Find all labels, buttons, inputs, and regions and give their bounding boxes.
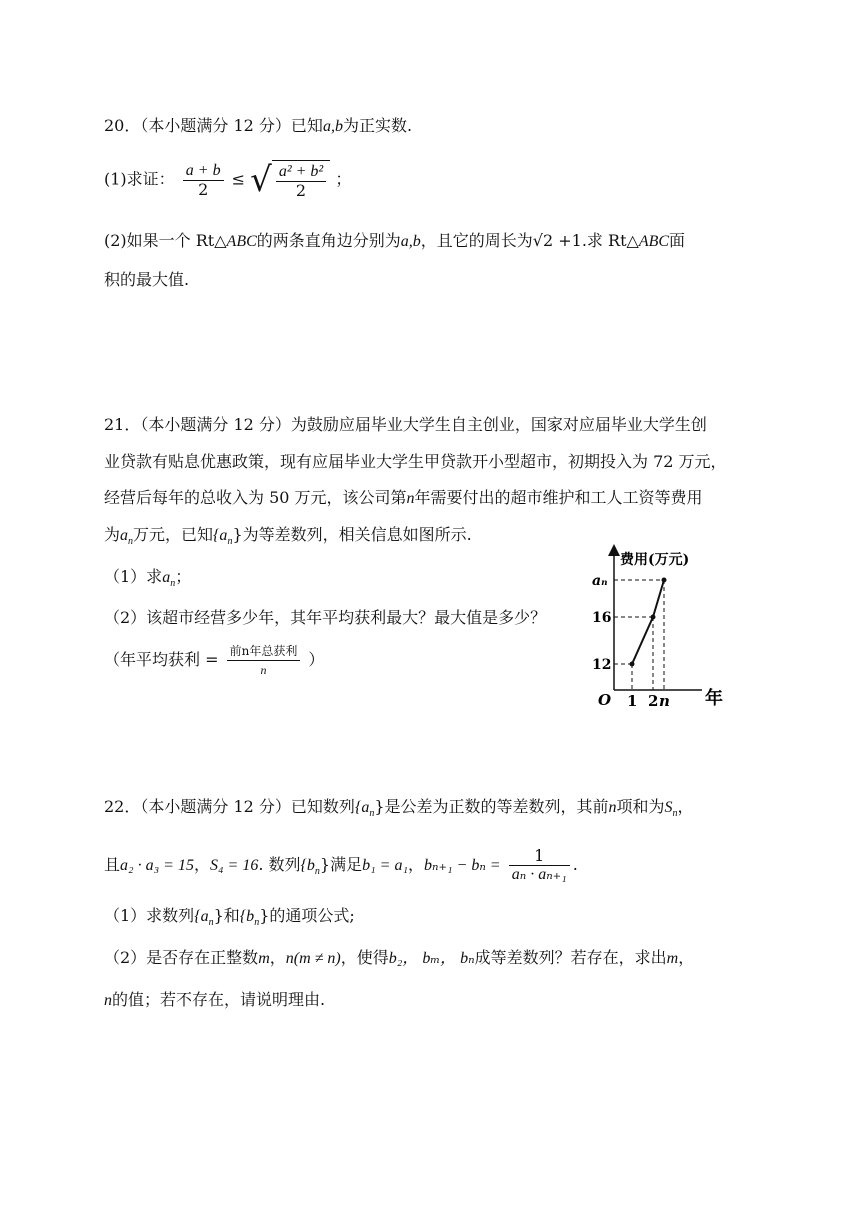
chart-xlabel: 年 — [705, 688, 723, 709]
series-segment-0 — [632, 617, 653, 664]
q22-line1-set: {a — [354, 799, 370, 816]
chart-ylabel: 费用(万元) — [620, 552, 690, 568]
q22-p1-text-a: （1）求数列 — [104, 906, 195, 925]
q22-line2-set: {b — [300, 857, 315, 874]
q22-part-2 — [104, 948, 694, 969]
data-point-0 — [630, 662, 635, 667]
q22-frac-den: aₙ · aₙ₊₁ — [511, 866, 567, 883]
q22-p2-m-2: m — [666, 950, 679, 967]
q22-part-1: （1）求数列$\{a_n\}$和$\{b_n\}$的通项公式; — [104, 906, 355, 929]
y-tick-label-1: 16 — [592, 610, 612, 626]
q21-line-1 — [104, 415, 707, 435]
q20-part-2 — [104, 231, 685, 252]
q22-eq-b1: b₁ = a₁ — [362, 857, 409, 874]
series-segment-1 — [653, 580, 664, 617]
q21-points: （本小题满分 12 分） — [140, 415, 291, 434]
q21-p3-frac-num: 前n年总获利 — [227, 642, 301, 661]
q22-p1-text-c: }的通项公式; — [259, 906, 355, 925]
q22-number: 22． — [104, 797, 141, 816]
q22-line2-text-d: }满足 — [319, 855, 363, 874]
q22-line2-text-b: ， — [193, 855, 210, 874]
q20-line-1 — [104, 116, 412, 137]
q22-line1-text-c: 项和为 — [616, 797, 665, 816]
q21-line1-text: 为鼓励应届毕业大学生自主创业，国家对应届毕业大学生创 — [290, 415, 707, 434]
q20-p1-sqrt-num: a² + b² — [276, 163, 326, 182]
q22-p2-text-c: ，使得 — [340, 948, 389, 967]
q20-p1-frac-den: 2 — [198, 179, 209, 199]
q21-line3-n: n — [406, 490, 415, 507]
q21-p3-text-a: （年平均获利 = — [104, 650, 219, 669]
q21-p3-frac-den: n — [260, 663, 267, 677]
q21-line-2: 业贷款有贴息优惠政策，现有应届毕业大学生甲贷款开小型超市，初期投入为 72 万元， — [104, 452, 727, 471]
q21-cost-chart — [580, 540, 750, 715]
q22-line2-text-f: . — [572, 855, 578, 874]
q20-part-1 — [104, 160, 351, 200]
x-tick-label-1: 2 — [648, 692, 659, 710]
q20-p1-sqrt-den: 2 — [295, 181, 307, 200]
q22-p2-text-b: ， — [269, 948, 286, 967]
q21-line4-text-c: }为等差数列，相关信息如图所示. — [232, 525, 472, 544]
q22-line1-text-d: ， — [677, 797, 694, 816]
q22-p1-text-b: }和 — [213, 906, 240, 925]
q20-p2-abc-2: ABC — [638, 233, 670, 250]
q21-line3-text-a: 经营后每年的总收入为 50 万元，该公司第 — [104, 488, 407, 507]
q20-p2-text-e: 面 — [669, 231, 686, 250]
data-point-2 — [662, 578, 667, 583]
q20-stem-vars: a,b — [322, 118, 343, 135]
q22-line1-text-a: 已知数列 — [290, 797, 355, 816]
q21-part-1: （1）求$a_n$； — [104, 567, 192, 590]
q22-line-2: 且a₂ · a₃ = 15，S₄ = 16. 数列$\{b_n\}$满足b₁ = a₁，bₙ₊₁ − bₙ = $\frac{1}{\text{aₙ · aₙ₊₁}}$ . — [104, 846, 578, 883]
q21-p1-text-b: ； — [175, 567, 192, 586]
q20-p1-fraction — [183, 162, 224, 199]
q22-p2-condition: (m ≠ n) — [293, 950, 341, 967]
q22-p2-text-d: 成等差数列？若存在，求出 — [474, 948, 667, 967]
q21-line4-set: {a — [213, 527, 228, 544]
q21-line4-an: a — [120, 527, 129, 544]
q22-p1-set-b: {b — [239, 908, 255, 925]
q22-p2-text-a: （2）是否存在正整数 — [104, 948, 259, 967]
q20-p1-label: (1)求证： — [104, 169, 175, 189]
q20-p1-sqrt — [250, 160, 330, 200]
q20-p2-text-d: .求 Rt△ — [581, 231, 639, 250]
q20-stem-text-2: 为正实数. — [342, 116, 413, 135]
q22-line2-text-a: 且 — [104, 855, 121, 874]
q22-line2-text-e: ， — [408, 855, 425, 874]
x-tick-label-2: n — [659, 692, 670, 710]
q22-line1-text-b: }是公差为正数的等差数列，其前 — [374, 797, 609, 816]
q21-line3-text-b: 年需要付出的超市维护和工人工资等费用 — [414, 488, 703, 507]
q21-number: 21． — [104, 415, 141, 434]
q20-points: （本小题满分 12 分） — [140, 116, 291, 135]
q20-p2-perimeter: √2 +1 — [532, 231, 582, 250]
q22-part-2-line-2 — [104, 990, 325, 1011]
q21-line-3 — [104, 488, 703, 509]
q22-p2-n: n — [285, 950, 294, 967]
q20-number: 20． — [104, 116, 141, 135]
q22-line1-n: n — [608, 799, 617, 816]
q22-p2-text-e: ， — [678, 948, 695, 967]
q22-line2-text-c: . 数列 — [258, 855, 301, 874]
q20-p2-text-a: (2)如果一个 Rt△ — [104, 231, 227, 250]
q22-eq-bdiff: bₙ₊₁ − bₙ = — [424, 857, 501, 874]
q20-p2-vars: a,b — [400, 233, 421, 250]
chart-origin-label: O — [598, 691, 612, 709]
y-tick-label-0: 12 — [592, 657, 612, 673]
q21-line4-text-a: 为 — [104, 525, 121, 544]
q22-p2-m: m — [258, 950, 270, 967]
x-tick-label-0: 1 — [627, 692, 638, 710]
q21-line-4: 为$a_n$万元，已知$\{a_n\}$为等差数列，相关信息如图所示. — [104, 525, 472, 548]
q22-points: （本小题满分 12 分） — [140, 797, 291, 816]
q20-p1-frac-num: a + b — [183, 162, 224, 181]
q22-frac-num: 1 — [509, 847, 570, 866]
q21-p3-text-b: ） — [308, 650, 325, 669]
q22-eq-s4: S₄ = 16 — [209, 857, 259, 874]
q20-p1-end: ； — [335, 169, 352, 189]
q22-p2-terms: b₂， bₘ， bₙ — [388, 950, 475, 967]
q22-p2-line2-n: n — [104, 992, 112, 1009]
q20-p2-text-b: 的两条直角边分别为 — [256, 231, 401, 250]
q20-stem-text: 已知 — [290, 116, 323, 135]
q22-fraction — [509, 847, 570, 884]
q22-p1-set-a: {a — [194, 908, 209, 925]
q22-p2-line2-text: 的值；若不存在，请说明理由. — [112, 990, 326, 1009]
q21-part-2: （2）该超市经营多少年，其年平均获利最大？最大值是多少？ — [104, 608, 547, 627]
q20-p1-le-sign: ≤ — [231, 169, 246, 189]
y-tick-label-2: aₙ — [592, 573, 608, 589]
q21-p1-var: a — [162, 569, 171, 586]
q20-p2-text-c: ，且它的周长为 — [420, 231, 533, 250]
radical-icon: √ — [250, 160, 272, 200]
q20-part-2-line-2: 积的最大值. — [104, 270, 190, 289]
q21-line4-text-b: 万元，已知 — [133, 525, 214, 544]
q20-p2-abc: ABC — [226, 233, 257, 250]
q22-line-1: 22．（本小题满分 12 分）已知数列$\{a_n\}$是公差为正数的等差数列，其前n项和为$S_n$， — [104, 797, 694, 820]
data-point-1 — [651, 615, 656, 620]
q21-p1-text-a: （1）求 — [104, 567, 163, 586]
q22-eq-a2a3: a₂ · a₃ = 15 — [120, 857, 194, 874]
q21-part-3 — [104, 642, 324, 679]
q21-p3-fraction — [227, 642, 301, 679]
q22-line1-s: S — [664, 799, 673, 816]
